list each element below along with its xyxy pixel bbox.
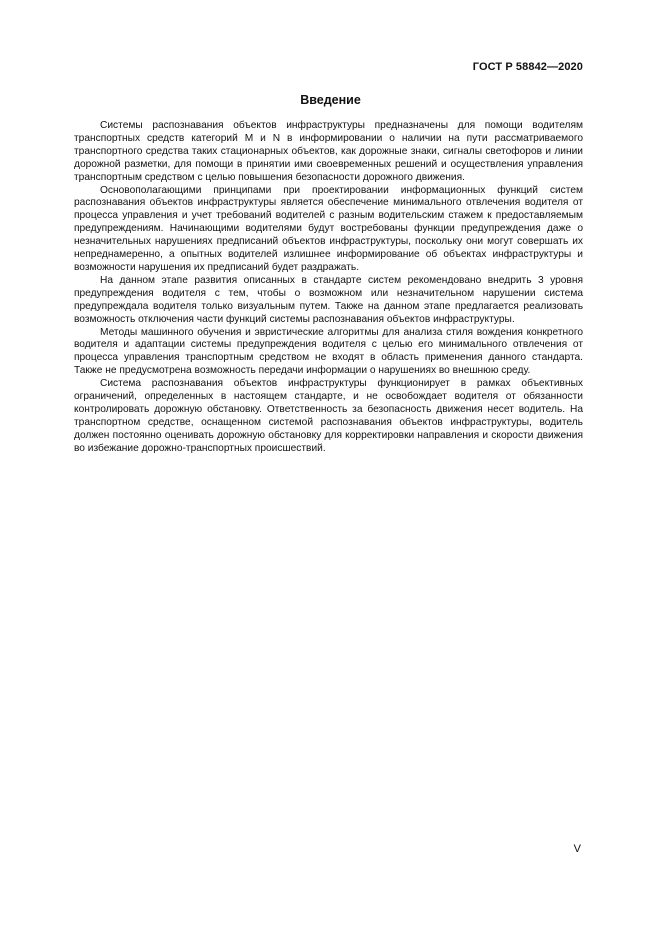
section-title: Введение [300,93,361,107]
paragraph: Система распознавания объектов инфраструктуры функционирует в рамках объективных ограничений, определенных в настоящем стандарте, и не освобождает водителя от обязанности контролировать дорожную обстановку. Ответственность за безопасность движения несет водитель. На транспортном средстве, оснащенном системой распознавания объектов инфраструктуры, водитель должен постоянно оценивать дорожную обстановку для корректировки направления и скорости движения во избежание дорожно-транспортных происшествий. [74,378,583,454]
paragraph: Методы машинного обучения и эвристические алгоритмы для анализа стиля вождения конкретного водителя и адаптации системы предупреждения водителя с целью его минимального отвлечения от процесса управления транспортным средством не входят в область применения данного стандарта. Также не предусмотрена возможность передачи информации о нарушениях во внешнюю среду. [74,326,583,377]
paragraph: Основополагающими принципами при проектировании информационных функций систем распознавания объектов инфраструктуры является обеспечение минимального отвлечения водителя от процесса управления и учет требований водителей с разным водительским стажем к предоставляемым предупреждениям. Начинающими водителями будут востребованы функции предупреждения даже о незначительных нарушениях предписаний объектов инфраструктуры, поскольку они могут совершать их непреднамеренно, а опытных водителей излишнее информирование об объектах инфраструктуры и возможности нарушения их предписаний будет раздражать. [74,184,583,273]
document-designation: ГОСТ Р 58842—2020 [472,61,583,73]
paragraph: Системы распознавания объектов инфраструктуры предназначены для помощи водителям транспортных средств категорий M и N в информировании о наличии на пути рассматриваемого транспортного средства таких стационарных объектов, как дорожные знаки, сигналы светофоров и линии дорожной разметки, для помощи в принятии ими своевременных решений и осуществления управления транспортным средством с целью повышения безопасности дорожного движения. [74,120,583,183]
paragraph: На данном этапе развития описанных в стандарте систем рекомендовано внедрить 3 уровня предупреждения водителя с тем, чтобы о возможном или незначительном нарушении система предупреждала водителя только визуальным путем. Также на данном этапе предлагается реализовать возможность отключения части функций системы распознавания объектов инфраструктуры. [74,274,583,325]
document-body [74,120,583,456]
page-number: V [573,843,581,855]
